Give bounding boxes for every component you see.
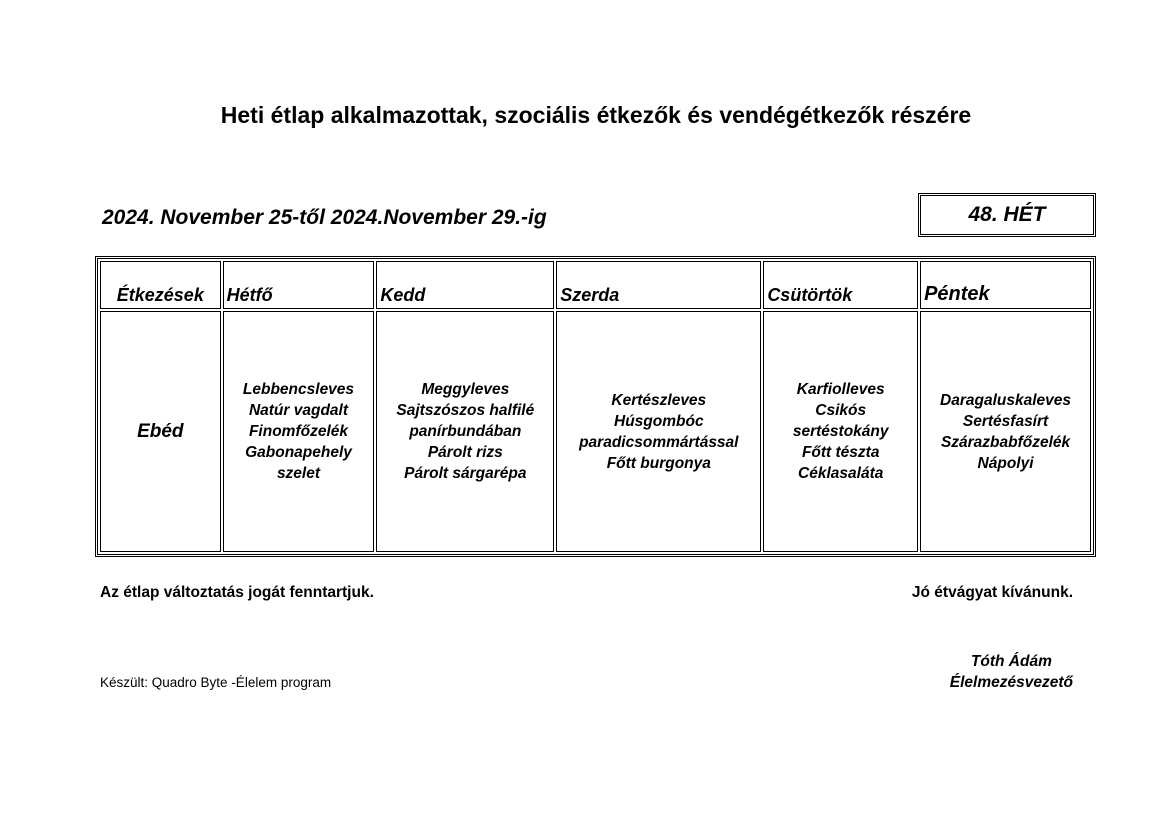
header-meals: Étkezések (100, 261, 221, 309)
date-range: 2024. November 25-től 2024.November 29.-ig (102, 206, 547, 229)
signature-block (950, 651, 1073, 693)
signature-name: Tóth Ádám (970, 653, 1052, 670)
week-label: 48. HÉT (968, 203, 1046, 226)
dish: Párolt rizs (427, 444, 503, 461)
dish: Lebbencsleves (242, 381, 355, 398)
credit-text: Készült: Quadro Byte -Élelem program (100, 675, 332, 690)
dish: paradicsommártással (579, 433, 739, 451)
dish: Párolt sárgarépa (404, 465, 527, 482)
menu-cell-tuesday (376, 311, 554, 552)
greeting-text: Jó étvágyat kívánunk. (911, 584, 1073, 601)
header-friday: Péntek (920, 261, 1091, 309)
dish: szelet (276, 465, 321, 482)
dish: Natúr vagdalt (248, 402, 349, 419)
table-header-row (100, 261, 1091, 309)
dish: Csikós (815, 402, 867, 419)
menu-cell-monday (223, 311, 375, 552)
dish: Sertésfasírt (962, 412, 1049, 430)
signature-title: Élelmezésvezető (949, 674, 1073, 691)
meal-label: Ebéd (100, 311, 221, 552)
dish: Meggyleves (421, 381, 510, 398)
header-thursday: Csütörtök (763, 261, 918, 309)
dish: Karfiolleves (796, 381, 885, 398)
header-monday: Hétfő (223, 261, 375, 309)
dish: Nápolyi (977, 454, 1034, 472)
disclaimer-text: Az étlap változtatás jogát fenntartjuk. (100, 584, 374, 601)
table-row (100, 311, 1091, 552)
page-title: Heti étlap alkalmazottak, szociális étkezők és vendégétkezők részére (220, 102, 972, 128)
dish: Főtt tészta (801, 444, 880, 461)
dish: Gabonapehely (245, 444, 352, 461)
dish: Sajtszószos halfilé (396, 402, 535, 419)
dish: sertéstokány (792, 423, 889, 440)
header-tuesday: Kedd (376, 261, 554, 309)
menu-cell-wednesday (556, 311, 761, 552)
weekly-menu-table (95, 256, 1096, 557)
dish: Kertészleves (611, 391, 707, 409)
header-wednesday: Szerda (556, 261, 761, 309)
dish: Szárazbabfőzelék (940, 433, 1071, 451)
dish: Főtt burgonya (606, 454, 711, 472)
dish: Húsgombóc (614, 412, 704, 430)
dish: Daragaluskaleves (940, 391, 1072, 409)
dish: panírbundában (409, 423, 522, 440)
dish: Finomfőzelék (248, 423, 349, 440)
week-box (918, 193, 1096, 237)
dish: Céklasaláta (798, 465, 884, 482)
menu-cell-friday (920, 311, 1091, 552)
menu-cell-thursday (763, 311, 918, 552)
